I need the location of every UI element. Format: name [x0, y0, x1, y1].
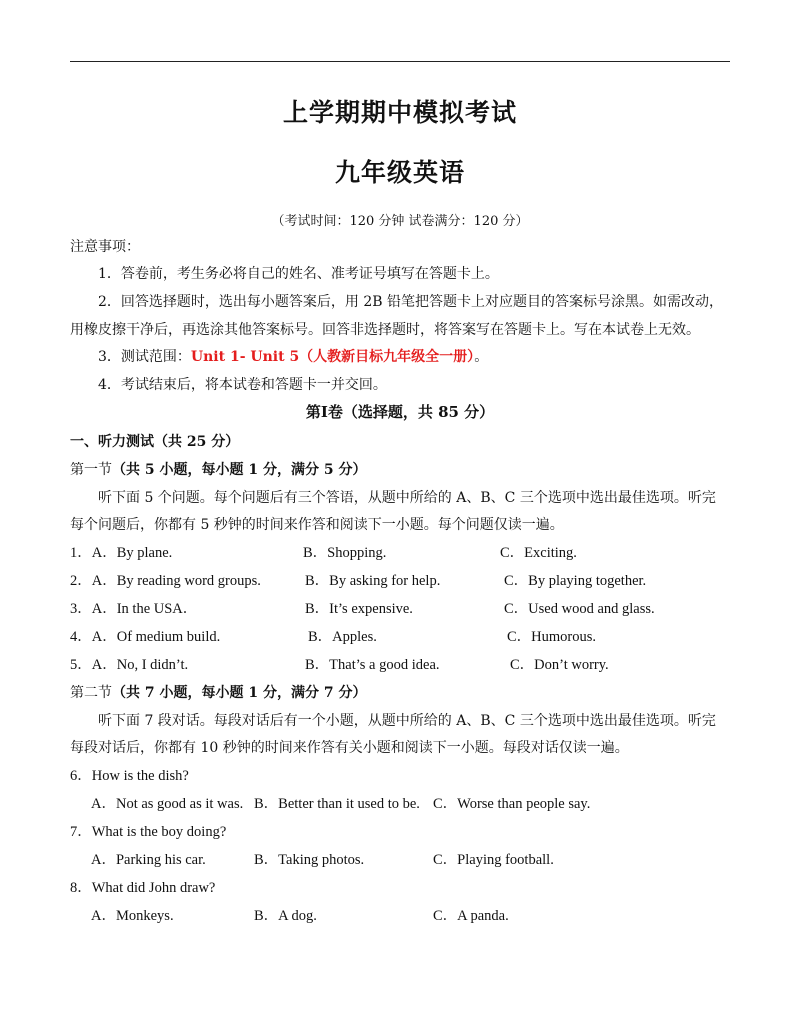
q1-option-c: C．Exciting. [500, 545, 577, 561]
q6-option-b: B．Better than it used to be. [254, 796, 420, 812]
q5-option-b: B．That’s a good idea. [305, 657, 440, 673]
q4-option-a: 4．A．Of medium build. [70, 629, 221, 645]
q1-option-a: 1．A．By plane. [70, 545, 173, 561]
test-scope: Unit 1- Unit 5（人教新目标九年级全一册） [190, 349, 475, 365]
q2-option-b: B．By asking for help. [305, 573, 441, 589]
q7-option-a: A．Parking his car. [91, 852, 206, 868]
notes-heading: 注意事项： [70, 239, 140, 255]
section-2-instructions-line-1: 听下面 7 段对话。每段对话后有一个小题，从题中所给的 A、B、C 三个选项中选出最佳选项。听完 [98, 713, 716, 729]
q3-option-b: B．It’s expensive. [305, 601, 413, 617]
note-item-3-prefix: 3．测试范围： [98, 349, 191, 365]
q3-option-a: 3．A．In the USA． [70, 601, 198, 617]
exam-title: 上学期期中模拟考试 [282, 98, 517, 127]
q5-option-a: 5．A．No, I didn’t. [70, 657, 189, 673]
note-item-1: 1．答卷前，考生务必将自己的姓名、准考证号填写在答题卡上。 [98, 266, 499, 282]
section-2-instructions-line-2: 每段对话后，你都有 10 秒钟的时间来作答有关小题和阅读下一小题。每段对话仅读一遍。 [70, 740, 629, 756]
q6-stem: 6．How is the dish? [70, 768, 189, 784]
q7-stem: 7．What is the boy doing? [70, 824, 227, 840]
q1-option-b: B．Shopping. [303, 545, 387, 561]
q7-option-c: C．Playing football. [433, 852, 554, 868]
q4-option-b: B．Apples. [308, 629, 377, 645]
q8-option-a: A．Monkeys. [91, 908, 174, 924]
exam-info: （考试时间：120 分钟 试卷满分：120 分） [271, 214, 529, 229]
header-rule [70, 61, 730, 62]
q2-option-a: 2．A．By reading word groups. [70, 573, 261, 589]
section-1-heading [70, 460, 366, 480]
volume-title: 第Ⅰ卷（选择题，共 85 分） [305, 403, 495, 421]
note-item-3 [98, 347, 488, 367]
q8-option-c: C．A panda. [433, 908, 509, 924]
q6-option-c: C．Worse than people say. [433, 796, 591, 812]
note-item-3-suffix: 。 [474, 349, 489, 365]
section-2-info: （共 7 小题，每小题 1 分，满分 7 分） [112, 685, 367, 701]
note-item-2-line-1: 2．回答选择题时，选出每小题答案后，用 2B 铅笔把答题卡上对应题目的答案标号涂黑。如需改动， [98, 294, 724, 310]
section-1-info: （共 5 小题，每小题 1 分，满分 5 分） [112, 462, 367, 478]
section-1-instructions-line-1: 听下面 5 个问题。每个问题后有三个答语，从题中所给的 A、B、C 三个选项中选出最佳选项。听完 [98, 490, 716, 506]
q5-option-c: C．Don’t worry. [510, 657, 609, 673]
section-1-label: 第一节 [70, 462, 112, 478]
exam-subject: 九年级英语 [334, 158, 465, 187]
section-2-heading [70, 683, 366, 703]
section-1-instructions-line-2: 每个问题后，你都有 5 秒钟的时间来作答和阅读下一小题。每个问题仅读一遍。 [70, 517, 564, 533]
q3-option-c: C．Used wood and glass. [504, 601, 655, 617]
q8-stem: 8．What did John draw? [70, 880, 216, 896]
section-2-label: 第二节 [70, 685, 112, 701]
note-item-4: 4．考试结束后，将本试卷和答题卡一并交回。 [98, 377, 387, 393]
q7-option-b: B．Taking photos. [254, 852, 365, 868]
q6-option-a: A．Not as good as it was. [91, 796, 244, 812]
q8-option-b: B．A dog. [254, 908, 317, 924]
part-1-heading: 一、听力测试（共 25 分） [70, 434, 240, 450]
note-item-2-line-2: 用橡皮擦干净后，再选涂其他答案标号。回答非选择题时，将答案写在答题卡上。写在本试卷上无效。 [70, 322, 700, 338]
q2-option-c: C．By playing together. [504, 573, 647, 589]
q4-option-c: C．Humorous. [507, 629, 597, 645]
